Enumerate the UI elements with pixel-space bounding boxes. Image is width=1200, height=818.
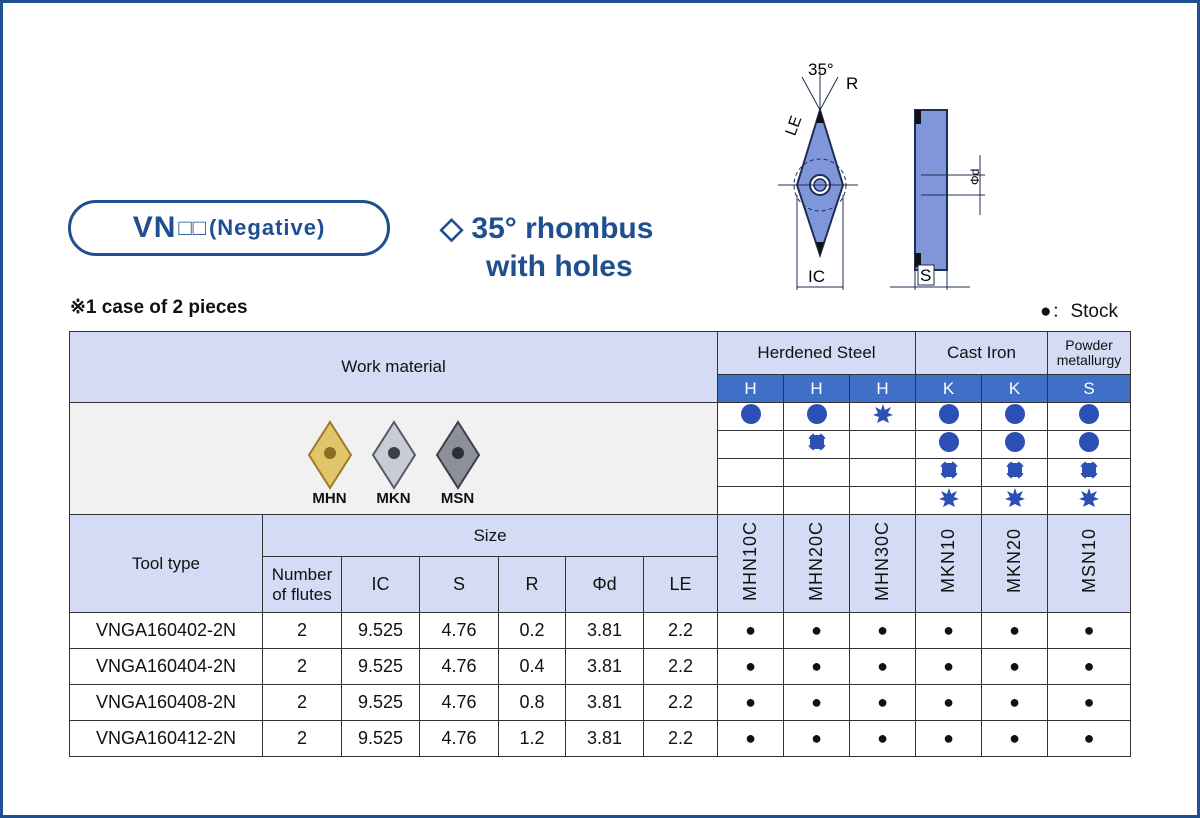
stock-mark: ● xyxy=(982,613,1048,649)
le-value: 2.2 xyxy=(644,649,718,685)
stock-mark: ● xyxy=(718,685,784,721)
tool-name: VNGA160412-2N xyxy=(70,721,263,757)
s-value: 4.76 xyxy=(420,613,499,649)
rating-cell xyxy=(916,431,982,459)
group-hardened-steel: Herdened Steel xyxy=(718,332,916,375)
grade-header: MKN20 xyxy=(982,515,1048,613)
stock-mark: ● xyxy=(916,685,982,721)
d-value: 3.81 xyxy=(566,721,644,757)
group-powder-metallurgy: Powder metallurgy xyxy=(1048,332,1131,375)
le-value: 2.2 xyxy=(644,613,718,649)
d-value: 3.81 xyxy=(566,649,644,685)
size-col-header: Number of flutes xyxy=(263,557,342,613)
rating-cell xyxy=(850,403,916,431)
material-code: K xyxy=(982,375,1048,403)
stock-mark: ● xyxy=(850,721,916,757)
size-col-header: IC xyxy=(342,557,420,613)
material-code: H xyxy=(850,375,916,403)
size-col-header: LE xyxy=(644,557,718,613)
stock-mark: ● xyxy=(1048,649,1131,685)
rating-cell xyxy=(1048,431,1131,459)
tool-type-header: Tool type xyxy=(70,515,263,613)
tool-name: VNGA160404-2N xyxy=(70,649,263,685)
grade-header: MHN20C xyxy=(784,515,850,613)
marker-star xyxy=(872,403,894,425)
size-col-header: S xyxy=(420,557,499,613)
s-value: 4.76 xyxy=(420,721,499,757)
stock-mark: ● xyxy=(850,685,916,721)
mkn-insert-icon xyxy=(369,420,419,490)
side-view xyxy=(915,110,947,270)
radius-label: R xyxy=(846,74,859,93)
rating-cell xyxy=(784,403,850,431)
d-value: 3.81 xyxy=(566,685,644,721)
table-row xyxy=(70,613,1131,649)
package-note: ※1 case of 2 pieces xyxy=(70,297,248,318)
rating-cell xyxy=(1048,459,1131,487)
stock-mark: ● xyxy=(718,721,784,757)
stock-mark: ● xyxy=(784,649,850,685)
shape-line-2: with holes xyxy=(486,250,633,283)
shape-description xyxy=(440,210,653,286)
stock-mark: ● xyxy=(850,649,916,685)
stock-mark: ● xyxy=(784,721,850,757)
group-cast-iron: Cast Iron xyxy=(916,332,1048,375)
table-row xyxy=(70,721,1131,757)
material-code: S xyxy=(1048,375,1131,403)
d-label: Φd xyxy=(968,168,982,185)
product-table xyxy=(69,331,1131,757)
rating-cell xyxy=(982,403,1048,431)
le-value: 2.2 xyxy=(644,721,718,757)
flutes: 2 xyxy=(263,649,342,685)
size-header: Size xyxy=(263,515,718,557)
rating-cell xyxy=(916,487,982,515)
material-code: H xyxy=(718,375,784,403)
rating-cell xyxy=(1048,487,1131,515)
rating-cell xyxy=(718,487,784,515)
le-value: 2.2 xyxy=(644,685,718,721)
rating-cell xyxy=(982,431,1048,459)
ic-value: 9.525 xyxy=(342,649,420,685)
stock-mark: ● xyxy=(718,613,784,649)
ic-value: 9.525 xyxy=(342,685,420,721)
rating-cell xyxy=(982,487,1048,515)
series-title xyxy=(68,200,390,256)
shape-line-1: ◇ 35° rhombus xyxy=(440,212,654,245)
marker-good xyxy=(1004,403,1026,425)
rating-cell xyxy=(916,459,982,487)
s-value: 4.76 xyxy=(420,649,499,685)
series-boxes: □□ xyxy=(178,215,207,240)
series-suffix: (Negative) xyxy=(208,215,326,240)
table-row xyxy=(70,649,1131,685)
marker-gear xyxy=(938,459,960,481)
stock-mark: ● xyxy=(850,613,916,649)
grade-header: MKN10 xyxy=(916,515,982,613)
rating-cell xyxy=(718,403,784,431)
rating-cell xyxy=(1048,403,1131,431)
work-material-header: Work material xyxy=(70,332,718,403)
rating-cell xyxy=(916,403,982,431)
rating-cell xyxy=(784,459,850,487)
stock-mark: ● xyxy=(1048,685,1131,721)
insert-label: MSN xyxy=(440,489,475,507)
material-code: H xyxy=(784,375,850,403)
rating-cell xyxy=(718,431,784,459)
stock-mark: ● xyxy=(916,721,982,757)
tool-name: VNGA160402-2N xyxy=(70,613,263,649)
s-value: 4.76 xyxy=(420,685,499,721)
stock-mark: ● xyxy=(1048,613,1131,649)
msn-insert-icon xyxy=(433,420,483,490)
insert-mhn xyxy=(305,420,355,507)
marker-good xyxy=(740,403,762,425)
insert-msn xyxy=(433,420,483,507)
marker-gear xyxy=(1004,459,1026,481)
rating-cell xyxy=(718,459,784,487)
stock-mark: ● xyxy=(718,649,784,685)
grade-header: MHN10C xyxy=(718,515,784,613)
le-label: LE xyxy=(782,113,806,138)
insert-label: MKN xyxy=(376,489,411,507)
marker-good xyxy=(938,403,960,425)
insert-diagram xyxy=(770,55,985,300)
material-code: K xyxy=(916,375,982,403)
ic-label: IC xyxy=(808,267,825,286)
stock-mark: ● xyxy=(982,685,1048,721)
stock-mark: ● xyxy=(1048,721,1131,757)
marker-good xyxy=(1078,403,1100,425)
r-value: 0.4 xyxy=(499,649,566,685)
r-value: 1.2 xyxy=(499,721,566,757)
stock-mark: ● xyxy=(784,685,850,721)
marker-good xyxy=(1004,431,1026,453)
rating-cell xyxy=(850,459,916,487)
table-row xyxy=(70,685,1131,721)
marker-good xyxy=(1078,431,1100,453)
marker-good xyxy=(938,431,960,453)
stock-mark: ● xyxy=(916,649,982,685)
stock-legend: ●：Stock xyxy=(1040,301,1118,322)
tool-name: VNGA160408-2N xyxy=(70,685,263,721)
marker-good xyxy=(806,403,828,425)
r-value: 0.8 xyxy=(499,685,566,721)
ic-value: 9.525 xyxy=(342,721,420,757)
series-name: VN xyxy=(132,211,177,244)
size-col-header: R xyxy=(499,557,566,613)
flutes: 2 xyxy=(263,721,342,757)
grade-header: MHN30C xyxy=(850,515,916,613)
rating-cell xyxy=(850,431,916,459)
stock-mark: ● xyxy=(916,613,982,649)
r-value: 0.2 xyxy=(499,613,566,649)
grade-header: MSN10 xyxy=(1048,515,1131,613)
rating-cell xyxy=(850,487,916,515)
marker-star xyxy=(1078,487,1100,509)
d-value: 3.81 xyxy=(566,613,644,649)
marker-star xyxy=(938,487,960,509)
insert-label: MHN xyxy=(312,489,347,507)
insert-images xyxy=(70,403,718,515)
insert-mkn xyxy=(369,420,419,507)
s-label: S xyxy=(920,266,932,285)
ic-value: 9.525 xyxy=(342,613,420,649)
marker-gear xyxy=(1078,459,1100,481)
stock-mark: ● xyxy=(982,649,1048,685)
mhn-insert-icon xyxy=(305,420,355,490)
rating-cell xyxy=(982,459,1048,487)
rating-cell xyxy=(784,431,850,459)
stock-mark: ● xyxy=(982,721,1048,757)
size-col-header: Φd xyxy=(566,557,644,613)
marker-gear xyxy=(806,431,828,453)
stock-mark: ● xyxy=(784,613,850,649)
rating-cell xyxy=(784,487,850,515)
angle-label: 35° xyxy=(808,60,834,79)
flutes: 2 xyxy=(263,613,342,649)
flutes: 2 xyxy=(263,685,342,721)
marker-star xyxy=(1004,487,1026,509)
